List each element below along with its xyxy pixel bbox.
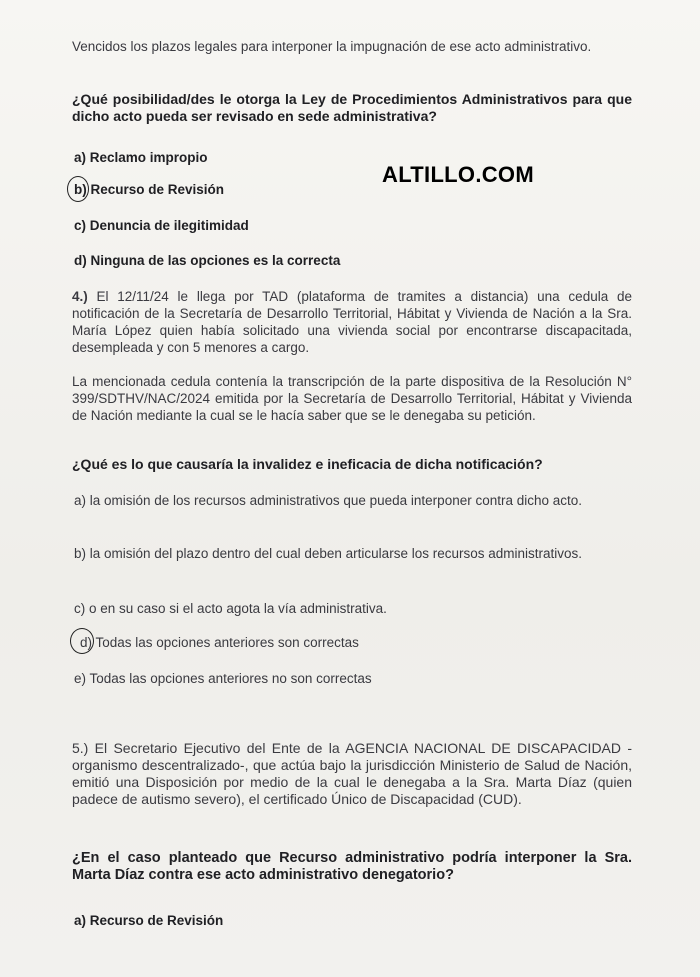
question-4: ¿Qué es lo que causaría la invalidez e ineficacia de dicha notificación? (72, 456, 543, 472)
q4-option-e: e) Todas las opciones anteriores no son correctas (74, 671, 372, 686)
q4-paragraph-1-text: El 12/11/24 le llega por TAD (plataforma de tramites a distancia) una cedula de notificación de la Secretaría de Desarrollo Territorial, Hábitat y Vivienda de Nación a la Sra. María López quien había solicitado una vivienda social por encontrarse discapacitada, desempleada y con 5 menores a cargo. (72, 289, 632, 355)
q5-option-a: a) Recurso de Revisión (74, 913, 224, 928)
q4-paragraph-2: La mencionada cedula contenía la transcripción de la parte dispositiva de la Resolución N° 399/SDTHV/NAC/2024 emitida por la Secretaría de Desarrollo Territorial, Hábitat y Vivienda de Nación mediante la cual se le hacía saber que se le denegaba su petición. (72, 374, 632, 423)
question-5: ¿En el caso planteado que Recurso administrativo podría interponer la Sra. Marta Díaz contra ese acto administrativo denegatorio? (72, 850, 632, 883)
q3-option-a: a) Reclamo impropio (74, 150, 208, 165)
q5-paragraph: 5.) El Secretario Ejecutivo del Ente de la AGENCIA NACIONAL DE DISCAPACIDAD -organismo descentralizado-, que actúa bajo la jurisdicción Ministerio de Salud de Nación, emitió una Disposición por medio de la cual le denegaba a la Sra. Marta Díaz (quien padece de autismo severo), el certificado Único de Discapacidad (CUD). (72, 740, 632, 807)
q3-option-d: d) Ninguna de las opciones es la correcta (74, 253, 341, 268)
q4-option-b: b) la omisión del plazo dentro del cual deben articularse los recursos administrativos. (74, 546, 583, 561)
question-3: ¿Qué posibilidad/des le otorga la Ley de Procedimientos Administrativos para que dicho acto pueda ser revisado en sede administrativa? (72, 91, 632, 124)
q4-option-a: a) la omisión de los recursos administrativos que pueda interponer contra dicho acto. (74, 493, 583, 508)
handwritten-circle-mark (70, 628, 94, 654)
q3-option-b: b) Recurso de Revisión (74, 182, 225, 197)
handwritten-circle-mark (67, 176, 89, 202)
q4-number: 4.) (72, 289, 88, 304)
intro-paragraph: Vencidos los plazos legales para interponer la impugnación de ese acto administrativo. (72, 39, 592, 54)
altillo-watermark: ALTILLO.COM (382, 162, 534, 187)
q3-option-c: c) Denuncia de ilegitimidad (74, 218, 249, 233)
q4-paragraph-1 (72, 288, 632, 356)
q4-option-c: c) o en su caso si el acto agota la vía administrativa. (74, 601, 387, 616)
q4-option-d: d) Todas las opciones anteriores son correctas (80, 635, 359, 650)
